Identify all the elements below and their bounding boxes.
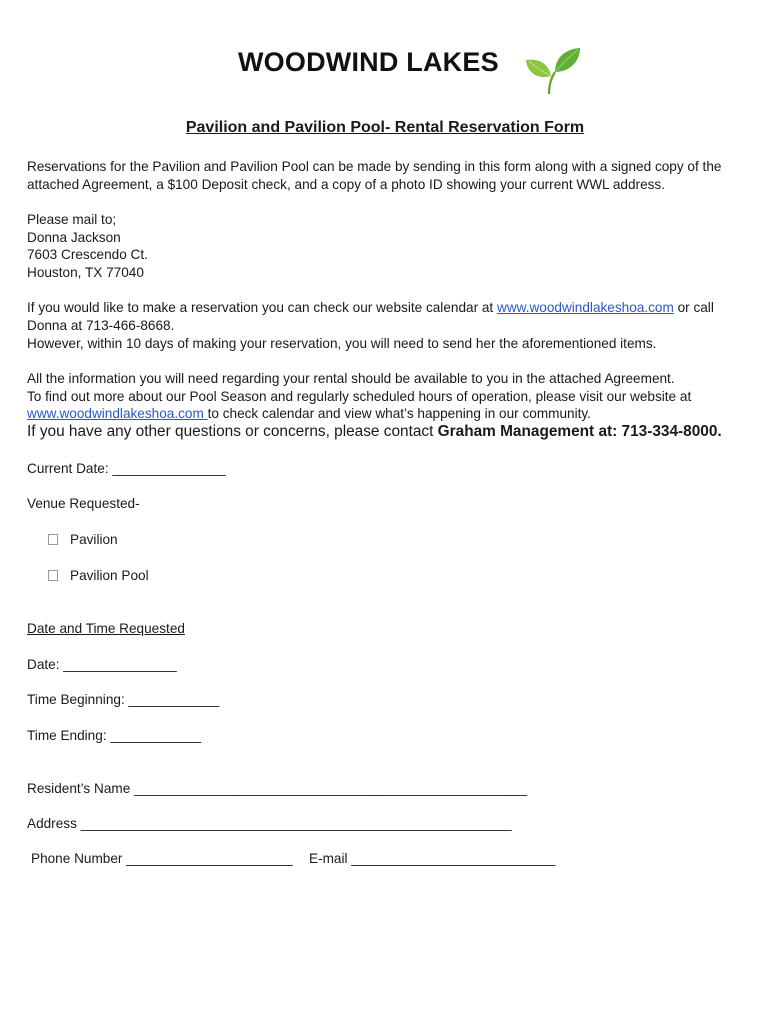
- reservation-text-end: or call: [673, 300, 714, 315]
- date-field[interactable]: Date: _______________: [27, 657, 177, 672]
- info-line-3-text: to check calendar and view what’s happening in our community.: [207, 406, 591, 421]
- option-pavilion-pool-label: Pavilion Pool: [70, 568, 149, 583]
- reservation-line-3: However, within 10 days of making your reservation, you will need to send her the aforementioned items.: [27, 336, 657, 351]
- email-field[interactable]: E-mail ___________________________: [309, 851, 556, 866]
- time-beginning-field[interactable]: Time Beginning: ____________: [27, 692, 220, 707]
- mail-street: 7603 Crescendo Ct.: [27, 247, 148, 262]
- logo-text: WOODWIND LAKES: [238, 47, 499, 77]
- option-pavilion[interactable]: [48, 531, 764, 549]
- time-ending-field[interactable]: Time Ending: ____________: [27, 728, 202, 743]
- intro-line-2: attached Agreement, a $100 Deposit check, and a copy of a photo ID showing your current WWL address.: [27, 177, 666, 192]
- website-link[interactable]: www.woodwindlakeshoa.com: [497, 300, 674, 315]
- info-line-3: [27, 405, 743, 423]
- reservation-text: If you would like to make a reservation you can check our website calendar at: [27, 300, 497, 315]
- info-line-1: All the information you will need regarding your rental should be available to you in the attached Agreement.: [27, 371, 675, 386]
- checkbox-pavilion[interactable]: [48, 534, 58, 545]
- contact-line: [27, 423, 743, 441]
- contact-management: Graham Management at: 713-334-8000.: [437, 423, 722, 440]
- current-date-field[interactable]: Current Date: _______________: [27, 461, 226, 476]
- venue-label: Venue Requested-: [27, 496, 140, 511]
- info-line-2: To find out more about our Pool Season and regularly scheduled hours of operation, please visit our website at: [27, 389, 692, 404]
- option-pavilion-pool[interactable]: [48, 567, 764, 585]
- address-field[interactable]: Address _________________________________________________________: [27, 816, 512, 831]
- phone-field[interactable]: Phone Number ______________________: [31, 851, 293, 866]
- reservation-line-2: Donna at 713-466-8668.: [27, 318, 175, 333]
- leaf-icon: [525, 46, 581, 96]
- mail-name: Donna Jackson: [27, 230, 121, 245]
- page-title: Pavilion and Pavilion Pool- Rental Reservation Form: [185, 119, 585, 136]
- logo: [238, 46, 598, 96]
- mail-city: Houston, TX 77040: [27, 265, 144, 280]
- intro-line-1: Reservations for the Pavilion and Pavilion Pool can be made by sending in this form along with a signed copy of the: [27, 159, 722, 174]
- option-pavilion-label: Pavilion: [70, 532, 118, 547]
- date-time-heading: Date and Time Requested: [27, 621, 185, 636]
- mail-heading: Please mail to;: [27, 212, 117, 227]
- checkbox-pavilion-pool[interactable]: [48, 570, 58, 581]
- website-link-2[interactable]: www.woodwindlakeshoa.com: [27, 406, 208, 421]
- contact-text: If you have any other questions or concerns, please contact: [27, 423, 438, 440]
- reservation-line-1: [27, 299, 743, 317]
- resident-name-field[interactable]: Resident’s Name ____________________________________________________: [27, 781, 528, 796]
